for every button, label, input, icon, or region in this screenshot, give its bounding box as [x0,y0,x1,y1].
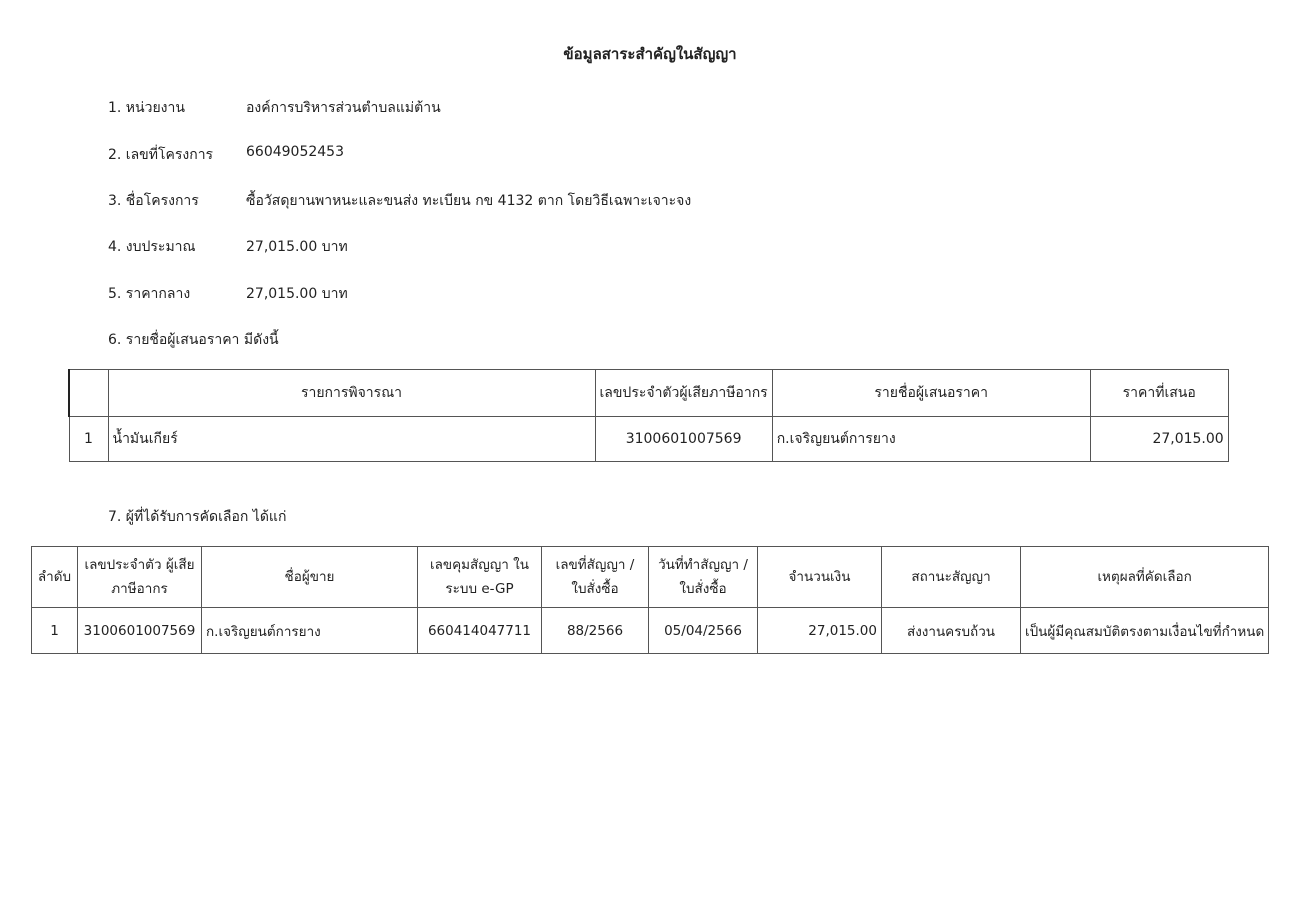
header-cell-status: สถานะสัญญา [882,547,1021,608]
cell-index: 1 [69,417,108,462]
header-cell-contract-date: วันที่ทำสัญญา / ใบสั่งซื้อ [649,547,758,608]
cell-contract-number: 88/2566 [542,608,649,654]
header-cell-reason: เหตุผลที่คัดเลือก [1021,547,1269,608]
cell-item: น้ำมันเกียร์ [108,417,595,462]
header-cell-item: รายการพิจารณา [108,370,595,417]
cell-seller: ก.เจริญยนต์การยาง [202,608,418,654]
cell-bidder: ก.เจริญยนต์การยาง [772,417,1090,462]
header-cell-contract-number: เลขที่สัญญา / ใบสั่งซื้อ [542,547,649,608]
field-label: 3. ชื่อโครงการ [108,193,199,209]
field-label: 1. หน่วยงาน [108,100,185,116]
table-row [32,608,1269,654]
document-title: ข้อมูลสาระสำคัญในสัญญา [563,45,737,63]
field-label: 4. งบประมาณ [108,239,196,255]
field-label: 5. ราคากลาง [108,286,191,302]
cell-index: 1 [32,608,78,654]
field-label: 2. เลขที่โครงการ [108,147,214,163]
header-cell-seller: ชื่อผู้ขาย [202,547,418,608]
cell-contract-date: 05/04/2566 [649,608,758,654]
cell-status: ส่งงานครบถ้วน [882,608,1021,654]
header-cell-tax-id: เลขประจำตัวผู้เสียภาษีอากร [595,370,772,417]
header-cell-index: ลำดับ [32,547,78,608]
bidders-table [68,369,1229,462]
header-cell-price: ราคาที่เสนอ [1090,370,1228,417]
field-value: 27,015.00 บาท [246,239,348,255]
header-cell-egp-number: เลขคุมสัญญา ในระบบ e-GP [418,547,542,608]
header-cell-amount: จำนวนเงิน [758,547,882,608]
cell-egp-number: 660414047711 [418,608,542,654]
table-header-row [32,547,1269,608]
cell-tax-id: 3100601007569 [78,608,202,654]
field-value: ซื้อวัสดุยานพาหนะและขนส่ง ทะเบียน กข 4132 ตาก โดยวิธีเฉพาะเจาะจง [246,193,692,209]
header-cell-tax-id: เลขประจำตัว ผู้เสียภาษีอากร [78,547,202,608]
section-7-heading: 7. ผู้ที่ได้รับการคัดเลือก ได้แก่ [108,509,287,525]
cell-amount: 27,015.00 [758,608,882,654]
cell-price: 27,015.00 [1090,417,1228,462]
field-value: องค์การบริหารส่วนตำบลแม่ต้าน [246,100,441,116]
cell-reason: เป็นผู้มีคุณสมบัติตรงตามเงื่อนไขที่กำหนด [1021,608,1269,654]
header-cell-bidder: รายชื่อผู้เสนอราคา [772,370,1090,417]
section-6-heading: 6. รายชื่อผู้เสนอราคา มีดังนี้ [108,332,279,348]
header-cell-index [69,370,108,417]
field-value: 27,015.00 บาท [246,286,348,302]
cell-tax-id: 3100601007569 [595,417,772,462]
winners-table [31,546,1269,654]
table-header-row [69,370,1228,417]
table-row [69,417,1228,462]
field-value: 66049052453 [246,144,344,160]
